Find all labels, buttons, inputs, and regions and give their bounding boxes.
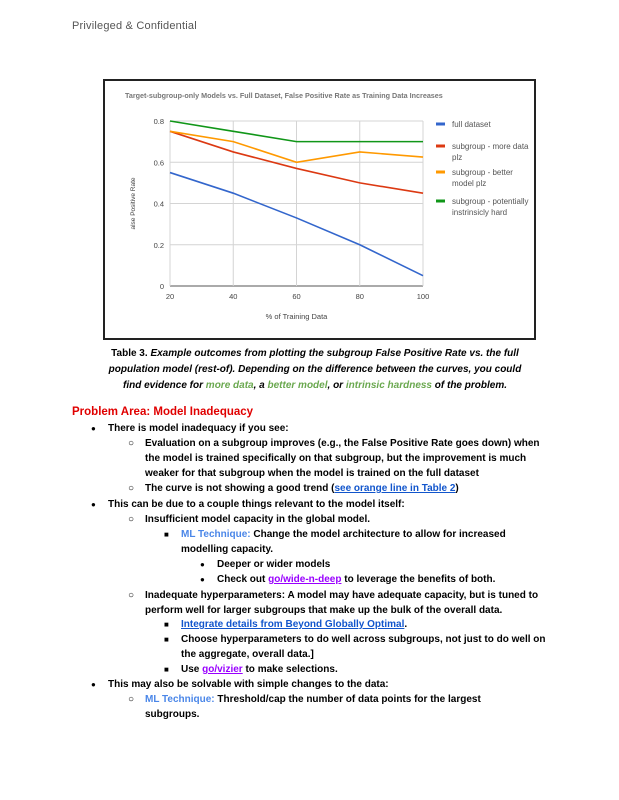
caption-or: , or — [327, 380, 346, 391]
caption-line3-a: find evidence for — [123, 380, 206, 391]
section-title: Problem Area: Model Inadequacy — [72, 406, 254, 418]
list-item-b2-1 — [128, 512, 545, 527]
circle-bullet-icon: ○ — [128, 694, 135, 705]
caption-more-data: more data — [205, 380, 254, 391]
list-item-b2 — [91, 497, 548, 512]
page-header: Privileged & Confidential — [72, 20, 197, 32]
ml-technique-label: ML Technique: — [145, 694, 215, 705]
table-caption — [80, 346, 550, 394]
b2-1-1-a-text: Deeper or wider models — [217, 559, 331, 570]
ml-technique-label: ML Technique: — [181, 529, 251, 540]
circle-bullet-icon: ○ — [128, 483, 135, 494]
b2-text: This can be due to a couple things relevant to the model itself: — [108, 499, 405, 510]
x-tick-label: 40 — [229, 292, 238, 301]
b2-2-3-post: to make selections. — [242, 664, 338, 675]
x-axis-title: % of Training Data — [265, 312, 328, 321]
legend-label-1: full dataset — [452, 120, 491, 129]
list-item-b1-2 — [128, 481, 545, 496]
list-item-b2-1-1-a — [200, 557, 547, 572]
b1-2-pre: The curve is not showing a good trend ( — [145, 483, 335, 494]
bullet-icon: ● — [91, 500, 96, 509]
chart-svg — [105, 81, 534, 338]
bullet-icon: ● — [91, 424, 96, 433]
list-item-b1 — [91, 421, 548, 436]
b2-1-text: Insufficient model capacity in the global model. — [145, 514, 371, 525]
y-tick-label: 0.4 — [153, 199, 164, 209]
list-item-b2-2-1 — [164, 617, 541, 632]
x-tick-label: 20 — [165, 292, 175, 301]
bullet-icon: ● — [91, 680, 96, 689]
bullet-icon: ● — [200, 560, 205, 569]
b2-2-text: Inadequate hyperparameters: A model may have adequate capacity, but is tuned to perform well for larger subgroups that make up the bulk of the overall data. — [145, 590, 539, 616]
b2-2-2-text: Choose hyperparameters to do well across subgroups, not just to do well on the aggregate, overall data.] — [181, 634, 546, 660]
bullet-icon: ● — [200, 575, 205, 584]
wide-n-deep-link[interactable]: go/wide-n-deep — [268, 574, 342, 585]
x-tick-label: 100 — [416, 292, 430, 301]
caption-hardness: intrinsic hardness — [345, 380, 432, 391]
list-item-b3-1 — [128, 692, 515, 722]
list-item-b2-1-1 — [164, 527, 541, 557]
y-tick-label: 0.2 — [153, 240, 164, 250]
b2-2-1-post: . — [404, 619, 408, 630]
y-tick-label: 0 — [159, 282, 164, 291]
legend-label-3: subgroup - better — [452, 168, 513, 177]
b3-text: This may also be solvable with simple changes to the data: — [108, 679, 389, 690]
y-tick-label: 0.6 — [153, 158, 164, 168]
b2-1-1-b-post: to leverage the benefits of both. — [341, 574, 496, 585]
square-bullet-icon: ■ — [164, 530, 169, 539]
list-item-b1-1 — [128, 436, 545, 481]
chart-title: Target-subgroup-only Models vs. Full Dataset, False Positive Rate as Training Data Increases — [125, 91, 443, 100]
legend-label-3: model plz — [452, 179, 487, 188]
legend-label-2: subgroup - more data — [452, 142, 529, 151]
b2-1-1-b-pre: Check out — [217, 574, 269, 585]
b3-1-text: Threshold/cap the number of data points for the largest subgroups. — [145, 694, 481, 720]
caption-better-model: better model — [267, 380, 328, 391]
caption-line2: population model (rest-of). Depending on the difference between the curves, you could — [108, 364, 522, 375]
list-item-b2-2 — [128, 588, 545, 618]
y-axis-title: alse Positive Rate — [130, 177, 137, 230]
list-item-b3 — [91, 677, 548, 692]
b1-2-post: ) — [455, 483, 459, 494]
x-tick-label: 80 — [355, 292, 364, 301]
legend-label-2: plz — [452, 153, 463, 162]
list-item-b2-2-2 — [164, 632, 551, 662]
square-bullet-icon: ■ — [164, 635, 169, 644]
b1-text: There is model inadequacy if you see: — [108, 423, 289, 434]
y-tick-label: 0.8 — [153, 117, 164, 126]
b2-1-1-text: Change the model architecture to allow for increased modelling capacity. — [181, 529, 506, 555]
list-item-b2-1-1-b — [200, 572, 547, 587]
b2-2-3-pre: Use — [181, 664, 203, 675]
caption-line3-end: of the problem. — [432, 380, 507, 391]
circle-bullet-icon: ○ — [128, 514, 135, 525]
table2-link[interactable]: see orange line in Table 2 — [334, 483, 456, 494]
beyond-globally-optimal-link[interactable]: Integrate details from Beyond Globally Optimal — [181, 619, 405, 630]
legend-label-4: instrinsicly hard — [452, 208, 508, 217]
square-bullet-icon: ■ — [164, 665, 169, 674]
caption-line1: Example outcomes from plotting the subgroup False Positive Rate vs. the full — [150, 348, 519, 359]
fpr-chart — [103, 79, 536, 340]
circle-bullet-icon: ○ — [128, 438, 135, 449]
square-bullet-icon: ■ — [164, 620, 169, 629]
list-item-b2-2-3 — [164, 662, 541, 677]
b1-1-text: Evaluation on a subgroup improves (e.g., the False Positive Rate goes down) when the model is trained specifically on that subgroup, but the improvement is much weaker for that subgroup when the model is trained on the full dataset — [145, 438, 540, 479]
caption-prefix: Table 3. — [111, 348, 148, 359]
x-tick-label: 60 — [292, 292, 301, 301]
legend-label-4: subgroup - potentially — [452, 197, 529, 206]
caption-comma: , a — [253, 380, 268, 391]
circle-bullet-icon: ○ — [128, 590, 135, 601]
vizier-link[interactable]: go/vizier — [202, 664, 243, 675]
